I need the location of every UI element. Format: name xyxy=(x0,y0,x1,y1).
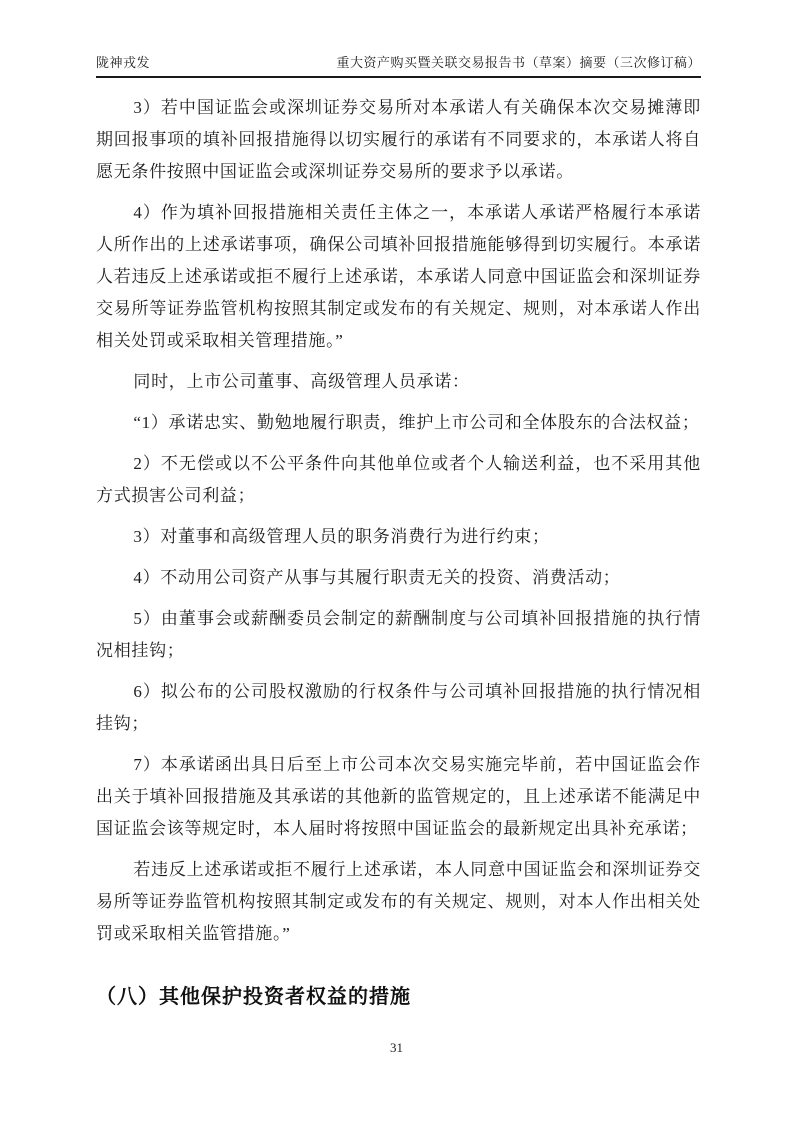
paragraph: 3）若中国证监会或深圳证券交易所对本承诺人有关确保本次交易摊薄即期回报事项的填补回报措施得以切实履行的承诺有不同要求的，本承诺人将自愿无条件按照中国证监会或深圳证券交易所的要求予以承诺。 xyxy=(96,98,701,181)
paragraph: 7）本承诺函出具日后至上市公司本次交易实施完毕前，若中国证监会作出关于填补回报措施及其承诺的其他新的监管规定的，且上述承诺不能满足中国证监会该等规定时，本人届时将按照中国证监会的最新规定出具补充承诺； xyxy=(96,755,701,838)
paragraph: “1）承诺忠实、勤勉地履行职责，维护上市公司和全体股东的合法权益； xyxy=(133,413,700,432)
paragraph: 4）作为填补回报措施相关责任主体之一，本承诺人承诺严格履行本承诺人所作出的上述承诺事项，确保公司填补回报措施能够得到切实履行。本承诺人若违反上述承诺或拒不履行上述承诺，本承诺人同意中国证监会和深圳证券交易所等证券监管机构按照其制定或发布的有关规定、规则，对本承诺人作出相关处罚或采取相关管理措施。” xyxy=(96,203,701,350)
page-header xyxy=(96,52,701,78)
paragraph: 2）不无偿或以不公平条件向其他单位或者个人输送利益，也不采用其他方式损害公司利益； xyxy=(96,454,701,505)
header-company-name: 陇神戎发 xyxy=(96,55,151,70)
section-heading: （八）其他保护投资者权益的措施 xyxy=(96,986,411,1008)
paragraph: 4）不动用公司资产从事与其履行职责无关的投资、消费活动； xyxy=(133,568,621,587)
document-content xyxy=(96,92,701,1009)
header-document-title: 重大资产购买暨关联交易报告书（草案）摘要（三次修订稿） xyxy=(336,55,701,70)
paragraph: 3）对董事和高级管理人员的职务消费行为进行约束； xyxy=(133,527,550,546)
paragraph: 6）拟公布的公司股权激励的行权条件与公司填补回报措施的执行情况相挂钩； xyxy=(96,682,701,733)
paragraph: 5）由董事会或薪酬委员会制定的薪酬制度与公司填补回报措施的执行情况相挂钩； xyxy=(96,609,701,660)
page-footer xyxy=(0,1040,793,1056)
paragraph: 同时，上市公司董事、高级管理人员承诺： xyxy=(133,372,470,391)
page-number: 31 xyxy=(390,1040,403,1055)
paragraph: 若违反上述承诺或拒不履行上述承诺，本人同意中国证监会和深圳证券交易所等证券监管机构按照其制定或发布的有关规定、规则，对本人作出相关处罚或采取相关监管措施。” xyxy=(96,860,701,943)
